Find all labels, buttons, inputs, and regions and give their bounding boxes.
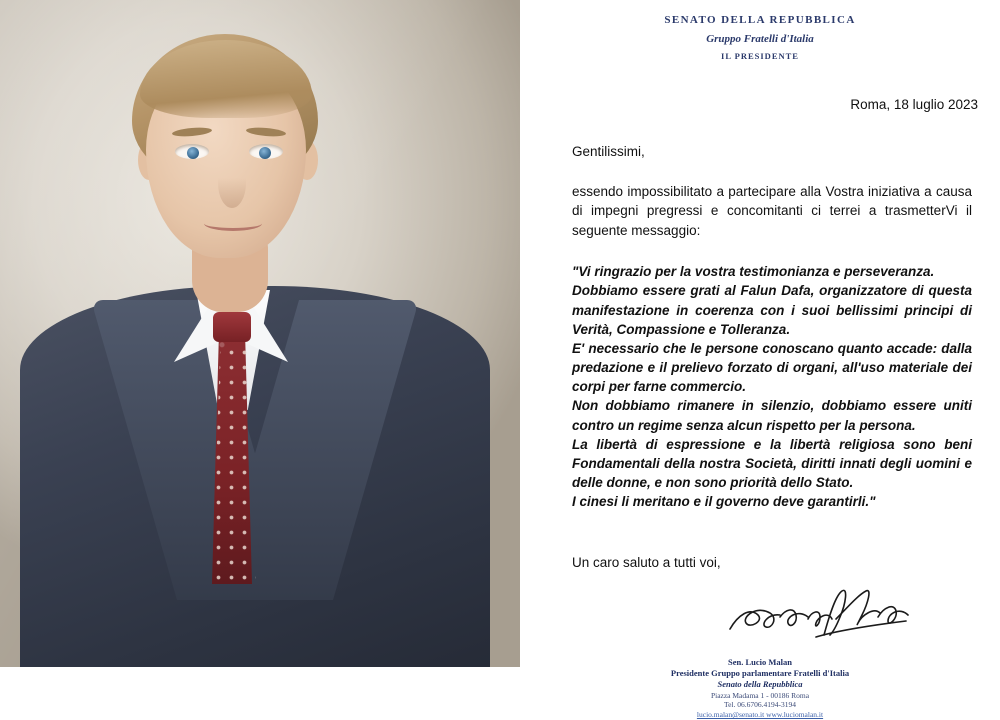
quote-line-2: Dobbiamo essere grati al Falun Dafa, organizzatore di questa manifestazione in coerenza con i suoi bellissimi principi di Verità, Compassione e Tolleranza.: [572, 283, 972, 337]
mouth: [204, 216, 262, 231]
letterhead: [520, 0, 1000, 61]
letter-salutation: Gentilissimi,: [572, 144, 645, 159]
portrait-figure: [0, 0, 520, 667]
letterhead-group: Gruppo Fratelli d'Italia: [706, 33, 814, 45]
signature: [520, 585, 1000, 651]
letter-date: Roma, 18 luglio 2023: [850, 97, 978, 112]
iris-left: [187, 147, 199, 159]
quote-line-5: La libertà di espressione e la libertà religiosa sono beni Fondamentali della nostra Società, diritti innati degli uomini e delle donne, e non sono priorità dello Stato.: [572, 436, 972, 490]
letter-body: [520, 142, 1000, 573]
footer-role: Presidente Gruppo parlamentare Fratelli d'Italia: [670, 668, 850, 679]
portrait-photo: [0, 0, 520, 667]
footer-name: Sen. Lucio Malan: [728, 656, 792, 667]
signature-icon: [724, 585, 914, 647]
footer-address: Piazza Madama 1 - 00186 Roma: [710, 690, 810, 700]
quote-line-3: E' necessario che le persone conoscano quanto accade: dalla predazione e il prelievo forzato di organi, all'uso materiale dei corpi per farne commercio.: [572, 340, 972, 395]
letter-closing: Un caro saluto a tutti voi,: [572, 555, 721, 571]
letterhead-institution: SENATO DELLA REPUBBLICA: [664, 14, 856, 26]
nose: [218, 158, 246, 208]
footer-email-website[interactable]: lucio.malan@senato.it www.luciomalan.it: [696, 710, 824, 720]
letter-document: [520, 0, 1000, 720]
letter-quote: [572, 262, 972, 511]
letter-footer: [520, 657, 1000, 720]
quote-line-1: "Vi ringrazio per la vostra testimonianza e perseveranza.: [572, 264, 935, 280]
necktie-knot: [213, 312, 251, 342]
letter-intro-paragraph: essendo impossibilitato a partecipare alla Vostra iniziativa a causa di impegni pregressi e concomitanti ci terrei a trasmetterVi il seguente messaggio:: [572, 183, 972, 238]
footer-phone: Tel. 06.6706.4194-3194: [724, 700, 796, 710]
letterhead-role: IL PRESIDENTE: [721, 51, 799, 61]
iris-right: [259, 147, 271, 159]
quote-line-6: I cinesi li meritano e il governo deve garantirli.": [572, 494, 876, 510]
footer-institution: Senato della Repubblica: [717, 679, 803, 690]
hair-fringe: [140, 40, 312, 118]
quote-line-4: Non dobbiamo rimanere in silenzio, dobbiamo essere uniti contro un regime senza alcun rispetto per la persona.: [572, 398, 972, 433]
